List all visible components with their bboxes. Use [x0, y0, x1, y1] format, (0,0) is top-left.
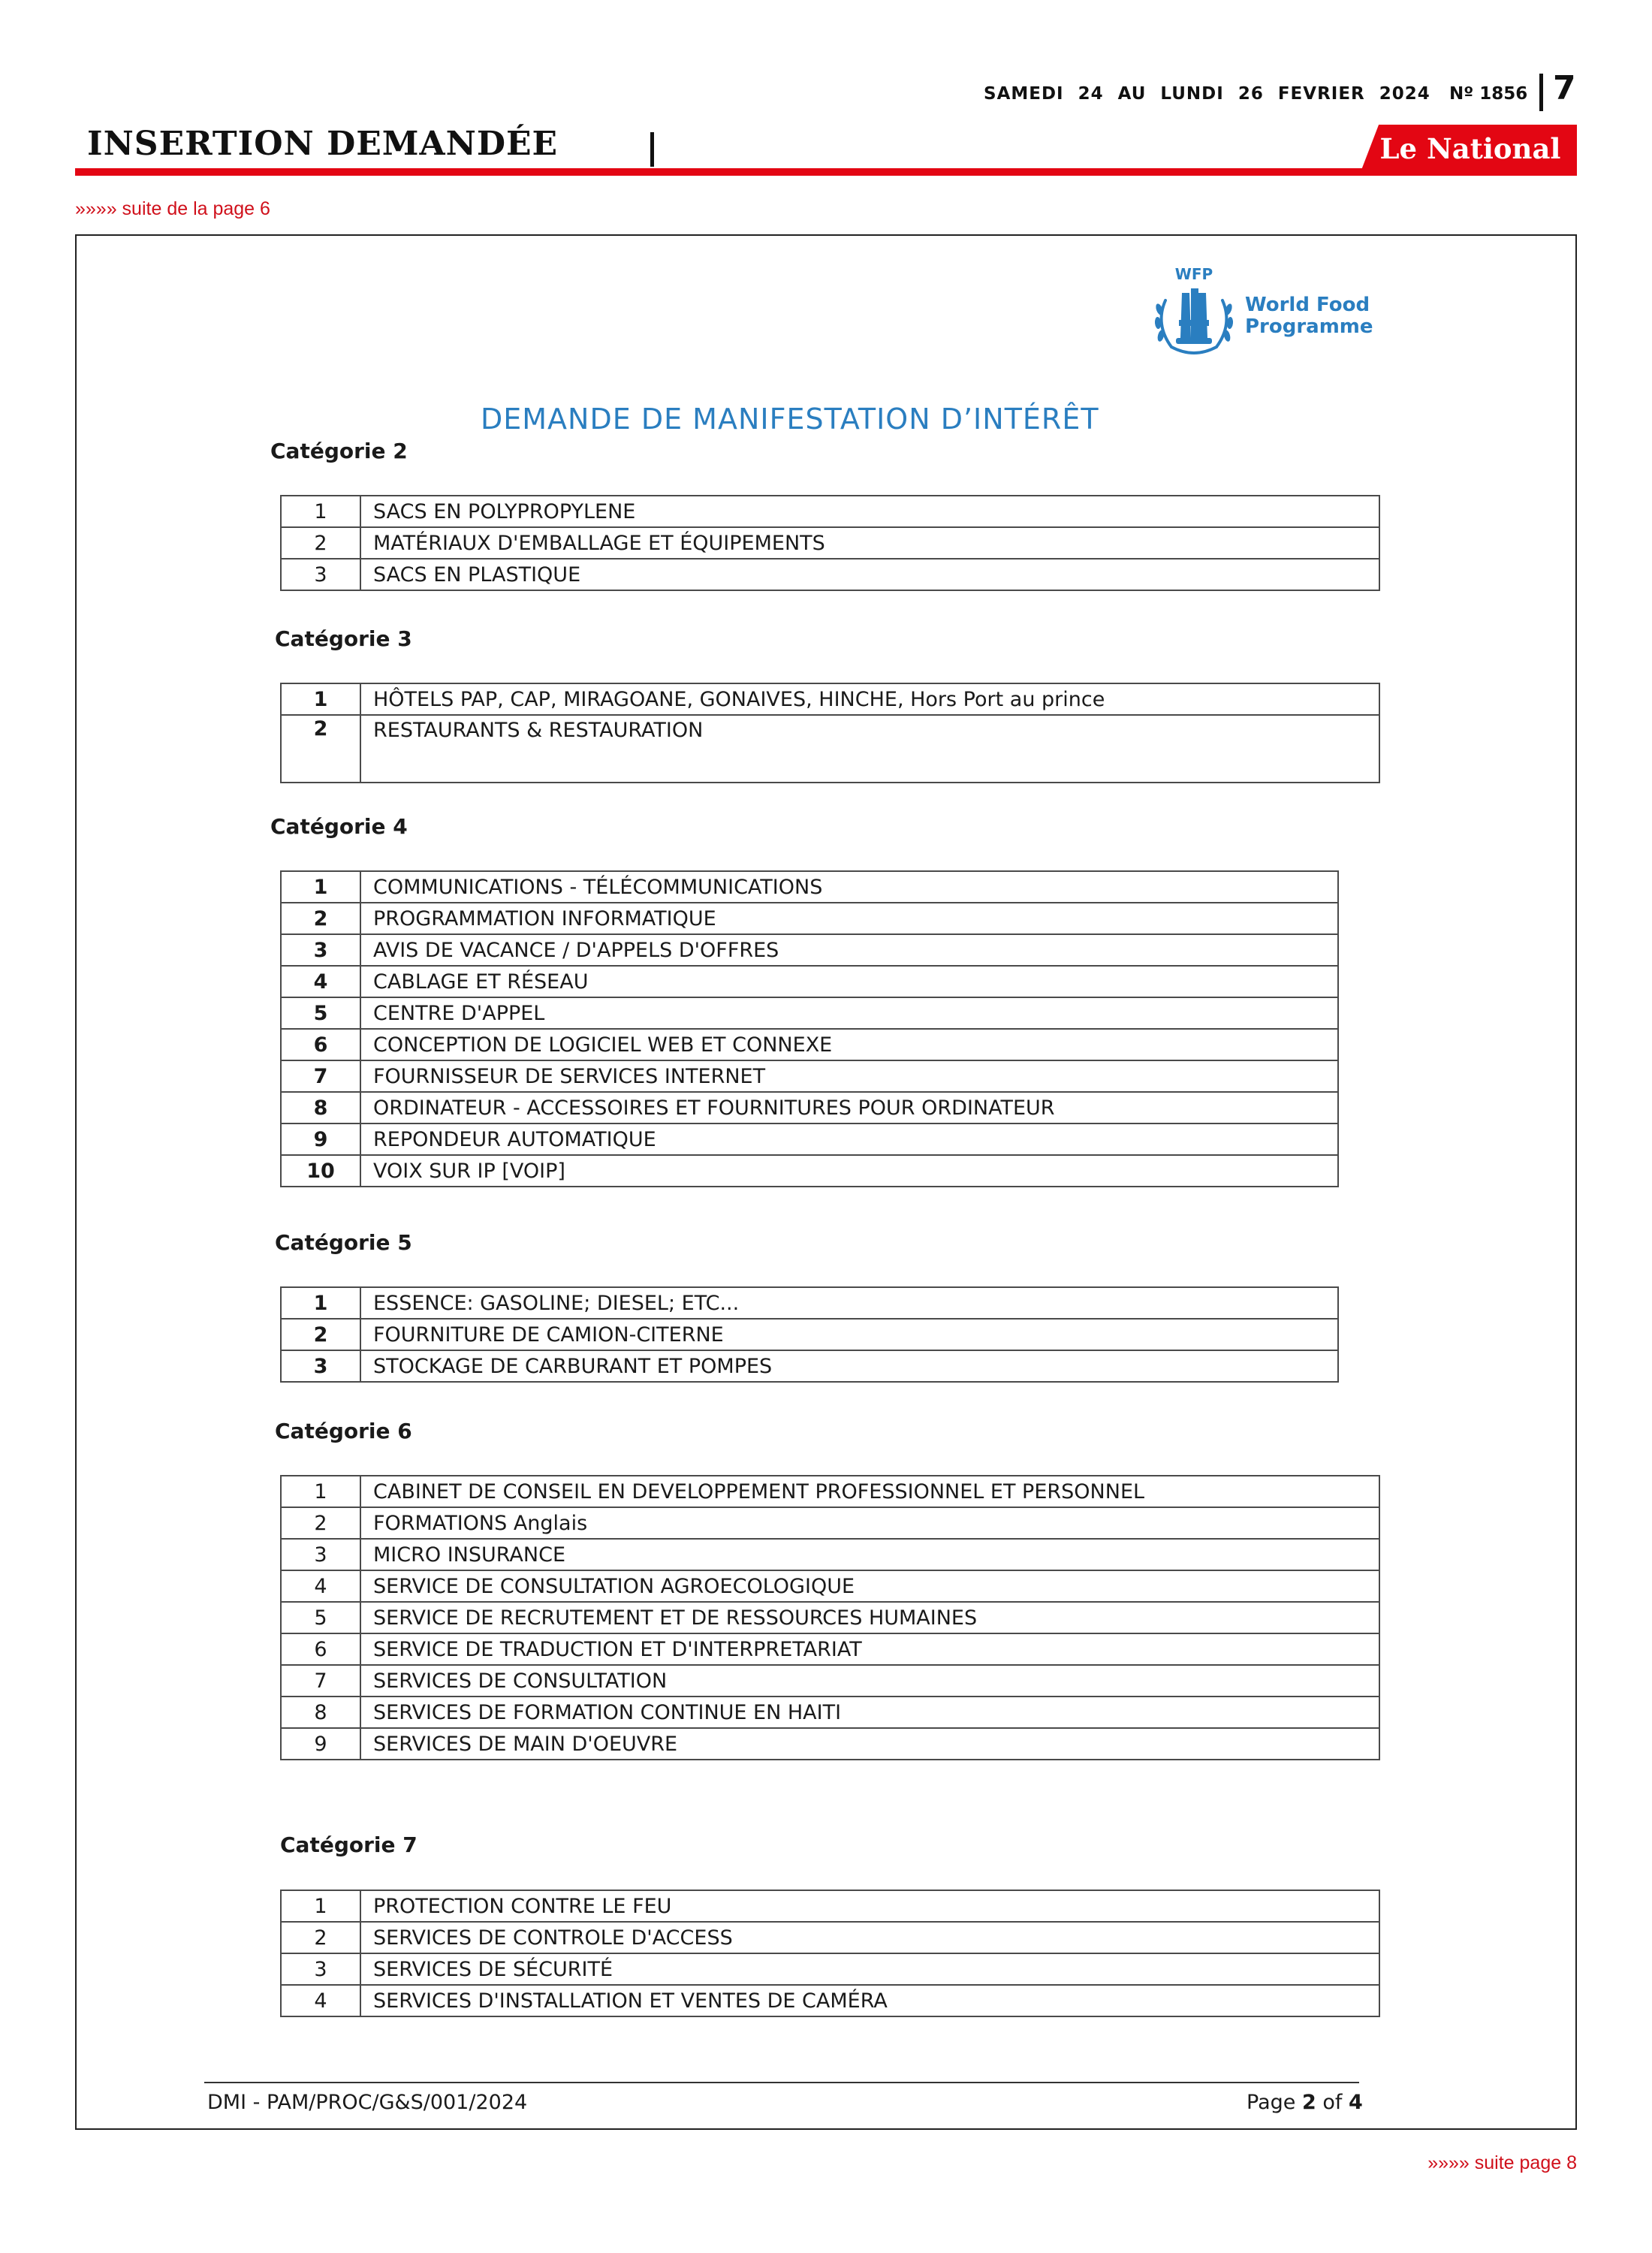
- table-row: 3 MICRO INSURANCE: [281, 1539, 1379, 1570]
- table-row: 3 AVIS DE VACANCE / D'APPELS D'OFFRES: [281, 934, 1338, 966]
- category-3-label: Catégorie 3: [275, 626, 412, 651]
- section-title: INSERTION DEMANDÉE: [87, 125, 559, 163]
- table-row: 1 CABINET DE CONSEIL EN DEVELOPPEMENT PROFESSIONNEL ET PERSONNEL: [281, 1476, 1379, 1507]
- wfp-logo: [1149, 263, 1373, 360]
- table-row: 4 CABLAGE ET RÉSEAU: [281, 966, 1338, 997]
- table-row: 4 SERVICES D'INSTALLATION ET VENTES DE CAMÉRA: [281, 1985, 1379, 2016]
- table-row: 3 SACS EN PLASTIQUE: [281, 559, 1379, 590]
- category-4-label: Catégorie 4: [270, 814, 408, 839]
- table-row: 10 VOIX SUR IP [VOIP]: [281, 1155, 1338, 1187]
- table-row: 9 REPONDEUR AUTOMATIQUE: [281, 1123, 1338, 1155]
- section-title-divider: [650, 132, 654, 167]
- category-3-table: [280, 683, 1380, 783]
- issue-date: SAMEDI 24 AU LUNDI 26 FEVRIER 2024: [984, 84, 1430, 104]
- continued-to-link[interactable]: »»»» suite page 8: [1427, 2152, 1577, 2173]
- table-row: 7 FOURNISSEUR DE SERVICES INTERNET: [281, 1060, 1338, 1092]
- table-row: 8 ORDINATEUR - ACCESSOIRES ET FOURNITURES POUR ORDINATEUR: [281, 1092, 1338, 1123]
- document-page-indicator: Page 2 of 4: [1247, 2091, 1363, 2114]
- document-footer-rule: [204, 2082, 1359, 2083]
- table-row: 1 HÔTELS PAP, CAP, MIRAGOANE, GONAIVES, HINCHE, Hors Port au prince: [281, 683, 1379, 715]
- table-row: 2 SERVICES DE CONTROLE D'ACCESS: [281, 1922, 1379, 1953]
- table-row: 1 SACS EN POLYPROPYLENE: [281, 496, 1379, 527]
- table-row: 2 PROGRAMMATION INFORMATIQUE: [281, 903, 1338, 934]
- table-row: 2 MATÉRIAUX D'EMBALLAGE ET ÉQUIPEMENTS: [281, 527, 1379, 559]
- category-2-table: [280, 495, 1380, 591]
- wfp-abbr: WFP: [1174, 265, 1213, 283]
- category-6-table: [280, 1475, 1380, 1760]
- document-title: DEMANDE DE MANIFESTATION D’INTÉRÊT: [481, 403, 1099, 436]
- table-row: 1 PROTECTION CONTRE LE FEU: [281, 1890, 1379, 1922]
- table-row: 5 SERVICE DE RECRUTEMENT ET DE RESSOURCES HUMAINES: [281, 1602, 1379, 1633]
- page-number-divider: [1539, 74, 1543, 111]
- table-row: 4 SERVICE DE CONSULTATION AGROECOLOGIQUE: [281, 1570, 1379, 1602]
- category-7-label: Catégorie 7: [280, 1832, 418, 1857]
- category-7-table: [280, 1890, 1380, 2017]
- table-row: 1 ESSENCE: GASOLINE; DIESEL; ETC...: [281, 1287, 1338, 1319]
- table-row: 6 SERVICE DE TRADUCTION ET D'INTERPRETARIAT: [281, 1633, 1379, 1665]
- table-row: 5 CENTRE D'APPEL: [281, 997, 1338, 1029]
- continued-from-link[interactable]: »»»» suite de la page 6: [75, 198, 270, 219]
- table-row: 3 SERVICES DE SÉCURITÉ: [281, 1953, 1379, 1985]
- page-number: 7: [1553, 69, 1576, 107]
- table-row: 2 RESTAURANTS & RESTAURATION: [281, 715, 1379, 783]
- table-row: 1 COMMUNICATIONS - TÉLÉCOMMUNICATIONS: [281, 871, 1338, 903]
- category-5-label: Catégorie 5: [275, 1230, 412, 1255]
- table-row: 2 FOURNITURE DE CAMION-CITERNE: [281, 1319, 1338, 1350]
- table-row: 9 SERVICES DE MAIN D'OEUVRE: [281, 1728, 1379, 1760]
- category-6-label: Catégorie 6: [275, 1419, 412, 1443]
- category-5-table: [280, 1286, 1339, 1383]
- table-row: 2 FORMATIONS Anglais: [281, 1507, 1379, 1539]
- wfp-name: World Food Programme: [1245, 294, 1373, 338]
- category-4-table: [280, 870, 1339, 1187]
- issue-number: Nº 1856: [1449, 84, 1528, 104]
- wfp-wheat-emblem-icon: [1149, 263, 1239, 360]
- table-row: 7 SERVICES DE CONSULTATION: [281, 1665, 1379, 1697]
- document-reference: DMI - PAM/PROC/G&S/001/2024: [207, 2091, 528, 2114]
- category-2-label: Catégorie 2: [270, 439, 408, 463]
- table-row: 6 CONCEPTION DE LOGICIEL WEB ET CONNEXE: [281, 1029, 1338, 1060]
- header-red-rule: [75, 168, 1577, 176]
- table-row: 3 STOCKAGE DE CARBURANT ET POMPES: [281, 1350, 1338, 1382]
- table-row: 8 SERVICES DE FORMATION CONTINUE EN HAITI: [281, 1697, 1379, 1728]
- brand-name: Le National: [1379, 132, 1561, 165]
